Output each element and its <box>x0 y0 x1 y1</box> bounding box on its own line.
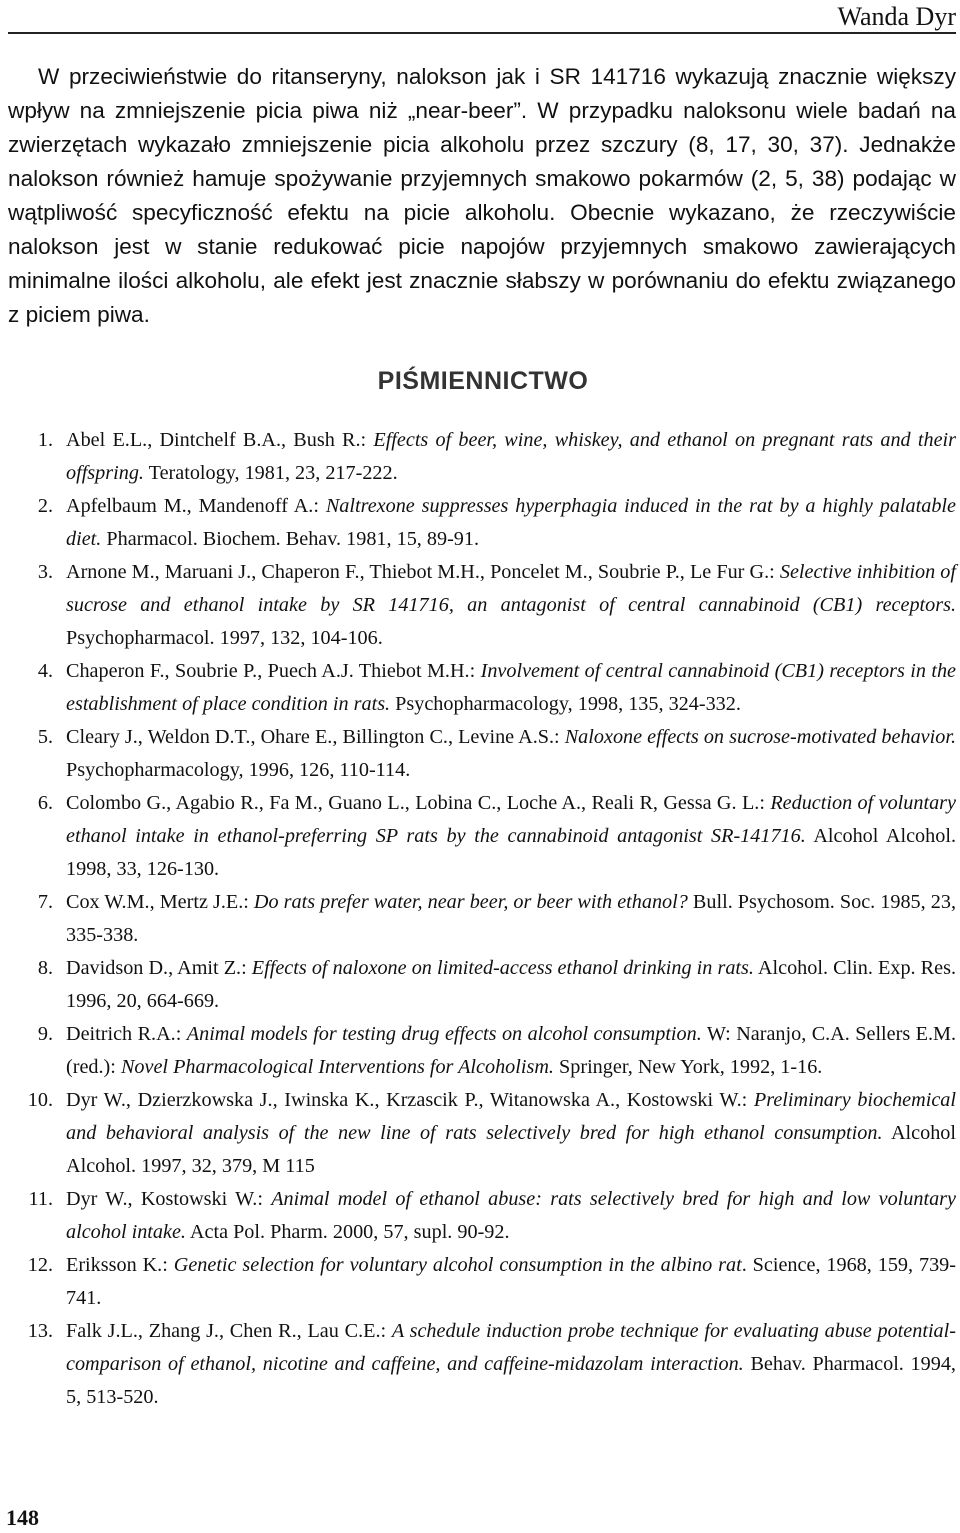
reference-source: Alcohol Alcohol. 1998, 33, 126-130. <box>66 825 956 880</box>
reference-title: Do rats prefer water, near beer, or beer with ethanol? <box>253 891 688 913</box>
reference-book-title: Novel Pharmacological Interventions for Alcoholism. <box>120 1056 554 1078</box>
reference-item <box>8 1249 956 1315</box>
reference-number: 2. <box>37 495 53 517</box>
reference-source: Behav. Pharmacol. 1994, 5, 513-520. <box>66 1353 956 1408</box>
reference-authors: Arnone M., Maruani J., Chaperon F., Thiebot M.H., Poncelet M., Soubrie P., Le Fur G.: <box>66 561 780 583</box>
reference-source: Alcohol Alcohol. 1997, 32, 379, M 115 <box>66 1122 956 1177</box>
reference-number: 3. <box>37 561 53 583</box>
reference-item <box>8 556 956 655</box>
reference-source: Acta Pol. Pharm. 2000, 57, supl. 90-92. <box>185 1221 510 1243</box>
reference-title: Preliminary biochemical and behavioral analysis of the new line of rats selectively bred for high ethanol consumption. <box>66 1089 956 1144</box>
reference-authors: Cleary J., Weldon D.T., Ohare E., Billington C., Levine A.S.: <box>66 726 565 748</box>
reference-authors: Abel E.L., Dintchelf B.A., Bush R.: <box>66 429 374 451</box>
reference-title: Naloxone effects on sucrose-motivated behavior. <box>564 726 957 748</box>
reference-number: 9. <box>37 1023 53 1045</box>
reference-number: 13. <box>27 1320 53 1342</box>
reference-item <box>8 1183 956 1249</box>
reference-item <box>8 1018 956 1084</box>
reference-number: 5. <box>37 726 53 748</box>
reference-authors: Cox W.M., Mertz J.E.: <box>66 891 254 913</box>
reference-source: Bull. Psychosom. Soc. 1985, 23, 335-338. <box>66 891 956 946</box>
reference-item <box>8 721 956 787</box>
page-number: 148 <box>6 1505 39 1530</box>
reference-title: Genetic selection for voluntary alcohol consumption in the albino rat <box>173 1254 742 1276</box>
reference-source: W: Naranjo, C.A. Sellers E.M. (red.): <box>66 1023 957 1078</box>
reference-item <box>8 490 956 556</box>
reference-authors: Falk J.L., Zhang J., Chen R., Lau C.E.: <box>66 1320 392 1342</box>
reference-number: 10. <box>27 1089 53 1111</box>
reference-number: 11. <box>28 1188 53 1210</box>
reference-source: Alcohol. Clin. Exp. Res. 1996, 20, 664-669. <box>66 957 956 1012</box>
reference-authors: Eriksson K.: <box>66 1254 174 1276</box>
reference-title: Selective inhibition of sucrose and ethanol intake by SR 141716, an antagonist of central cannabinoid (CB1) receptors. <box>66 561 956 616</box>
body-paragraph-text: W przeciwieństwie do ritanseryny, nalokson jak i SR 141716 wykazują znacznie większy wpływ na zmniejszenie picia piwa niż „near-beer”. W przypadku naloksonu wiele badań na zwierzętach wykazało zmniejszenie picia alkoholu przez szczury (8, 17, 30, 37). Jednakże nalokson również hamuje spożywanie przyjemnych smakowo pokarmów (2, 5, 38) podając w wątpliwość specyficzność efektu na picie alkoholu. Obecnie wykazano, że rzeczywiście nalokson jest w stanie redukować picie napojów przyjemnych smakowo zawierających minimalne ilości alkoholu, ale efekt jest znacznie słabszy w porównaniu do efektu związanego z piciem piwa. <box>8 64 956 327</box>
reference-item <box>8 1084 956 1183</box>
reference-authors: Chaperon F., Soubrie P., Puech A.J. Thiebot M.H.: <box>66 660 481 682</box>
reference-source: . Science, 1968, 159, 739-741. <box>66 1254 956 1309</box>
reference-item <box>8 655 956 721</box>
reference-title: Effects of beer, wine, whiskey, and ethanol on pregnant rats and their offspring. <box>66 429 956 484</box>
reference-title: Effects of naloxone on limited-access ethanol drinking in rats. <box>251 957 754 979</box>
running-header-author: Wanda Dyr <box>837 2 956 31</box>
reference-item <box>8 886 956 952</box>
reference-item <box>8 952 956 1018</box>
reference-number: 1. <box>37 429 53 451</box>
reference-authors: Deitrich R.A.: <box>66 1023 187 1045</box>
reference-title: Reduction of voluntary ethanol intake in ethanol-preferring SP rats by the cannabinoid antagonist SR-141716. <box>66 792 956 847</box>
reference-authors: Davidson D., Amit Z.: <box>66 957 252 979</box>
reference-title: Involvement of central cannabinoid (CB1) receptors in the establishment of place condition in rats. <box>66 660 956 715</box>
reference-number: 12. <box>27 1254 53 1276</box>
reference-item <box>8 424 956 490</box>
reference-source: Teratology, 1981, 23, 217-222. <box>143 462 398 484</box>
reference-authors: Dyr W., Kostowski W.: <box>66 1188 272 1210</box>
reference-item <box>8 787 956 886</box>
reference-item <box>8 1315 956 1414</box>
header-rule <box>8 32 956 34</box>
reference-number: 6. <box>37 792 53 814</box>
reference-number: 7. <box>37 891 53 913</box>
reference-source: Pharmacol. Biochem. Behav. 1981, 15, 89-91. <box>101 528 480 550</box>
reference-source: Psychopharmacology, 1998, 135, 324-332. <box>390 693 741 715</box>
reference-source: Psychopharmacol. 1997, 132, 104-106. <box>66 627 383 649</box>
section-title: PIŚMIENNICTWO <box>377 367 589 395</box>
reference-source: Psychopharmacology, 1996, 126, 110-114. <box>66 759 411 781</box>
reference-number: 4. <box>37 660 53 682</box>
reference-title: Animal model of ethanol abuse: rats selectively bred for high and low voluntary alcohol intake. <box>66 1188 957 1243</box>
reference-publisher: Springer, New York, 1992, 1-16. <box>553 1056 823 1078</box>
reference-authors: Apfelbaum M., Mandenoff A.: <box>66 495 326 517</box>
reference-title: Naltrexone suppresses hyperphagia induced in the rat by a highly palatable diet. <box>66 495 956 550</box>
reference-title: A schedule induction probe technique for evaluating abuse potential-comparison of ethanol, nicotine and caffeine, and caffeine-midazolam interaction. <box>66 1320 956 1375</box>
reference-list <box>8 424 956 1414</box>
reference-number: 8. <box>37 957 53 979</box>
reference-title: Animal models for testing drug effects on alcohol consumption. <box>186 1023 702 1045</box>
reference-authors: Dyr W., Dzierzkowska J., Iwinska K., Krzascik P., Witanowska A., Kostowski W.: <box>66 1089 754 1111</box>
reference-authors: Colombo G., Agabio R., Fa M., Guano L., Lobina C., Loche A., Reali R, Gessa G. L.: <box>66 792 771 814</box>
body-paragraph <box>8 60 956 332</box>
